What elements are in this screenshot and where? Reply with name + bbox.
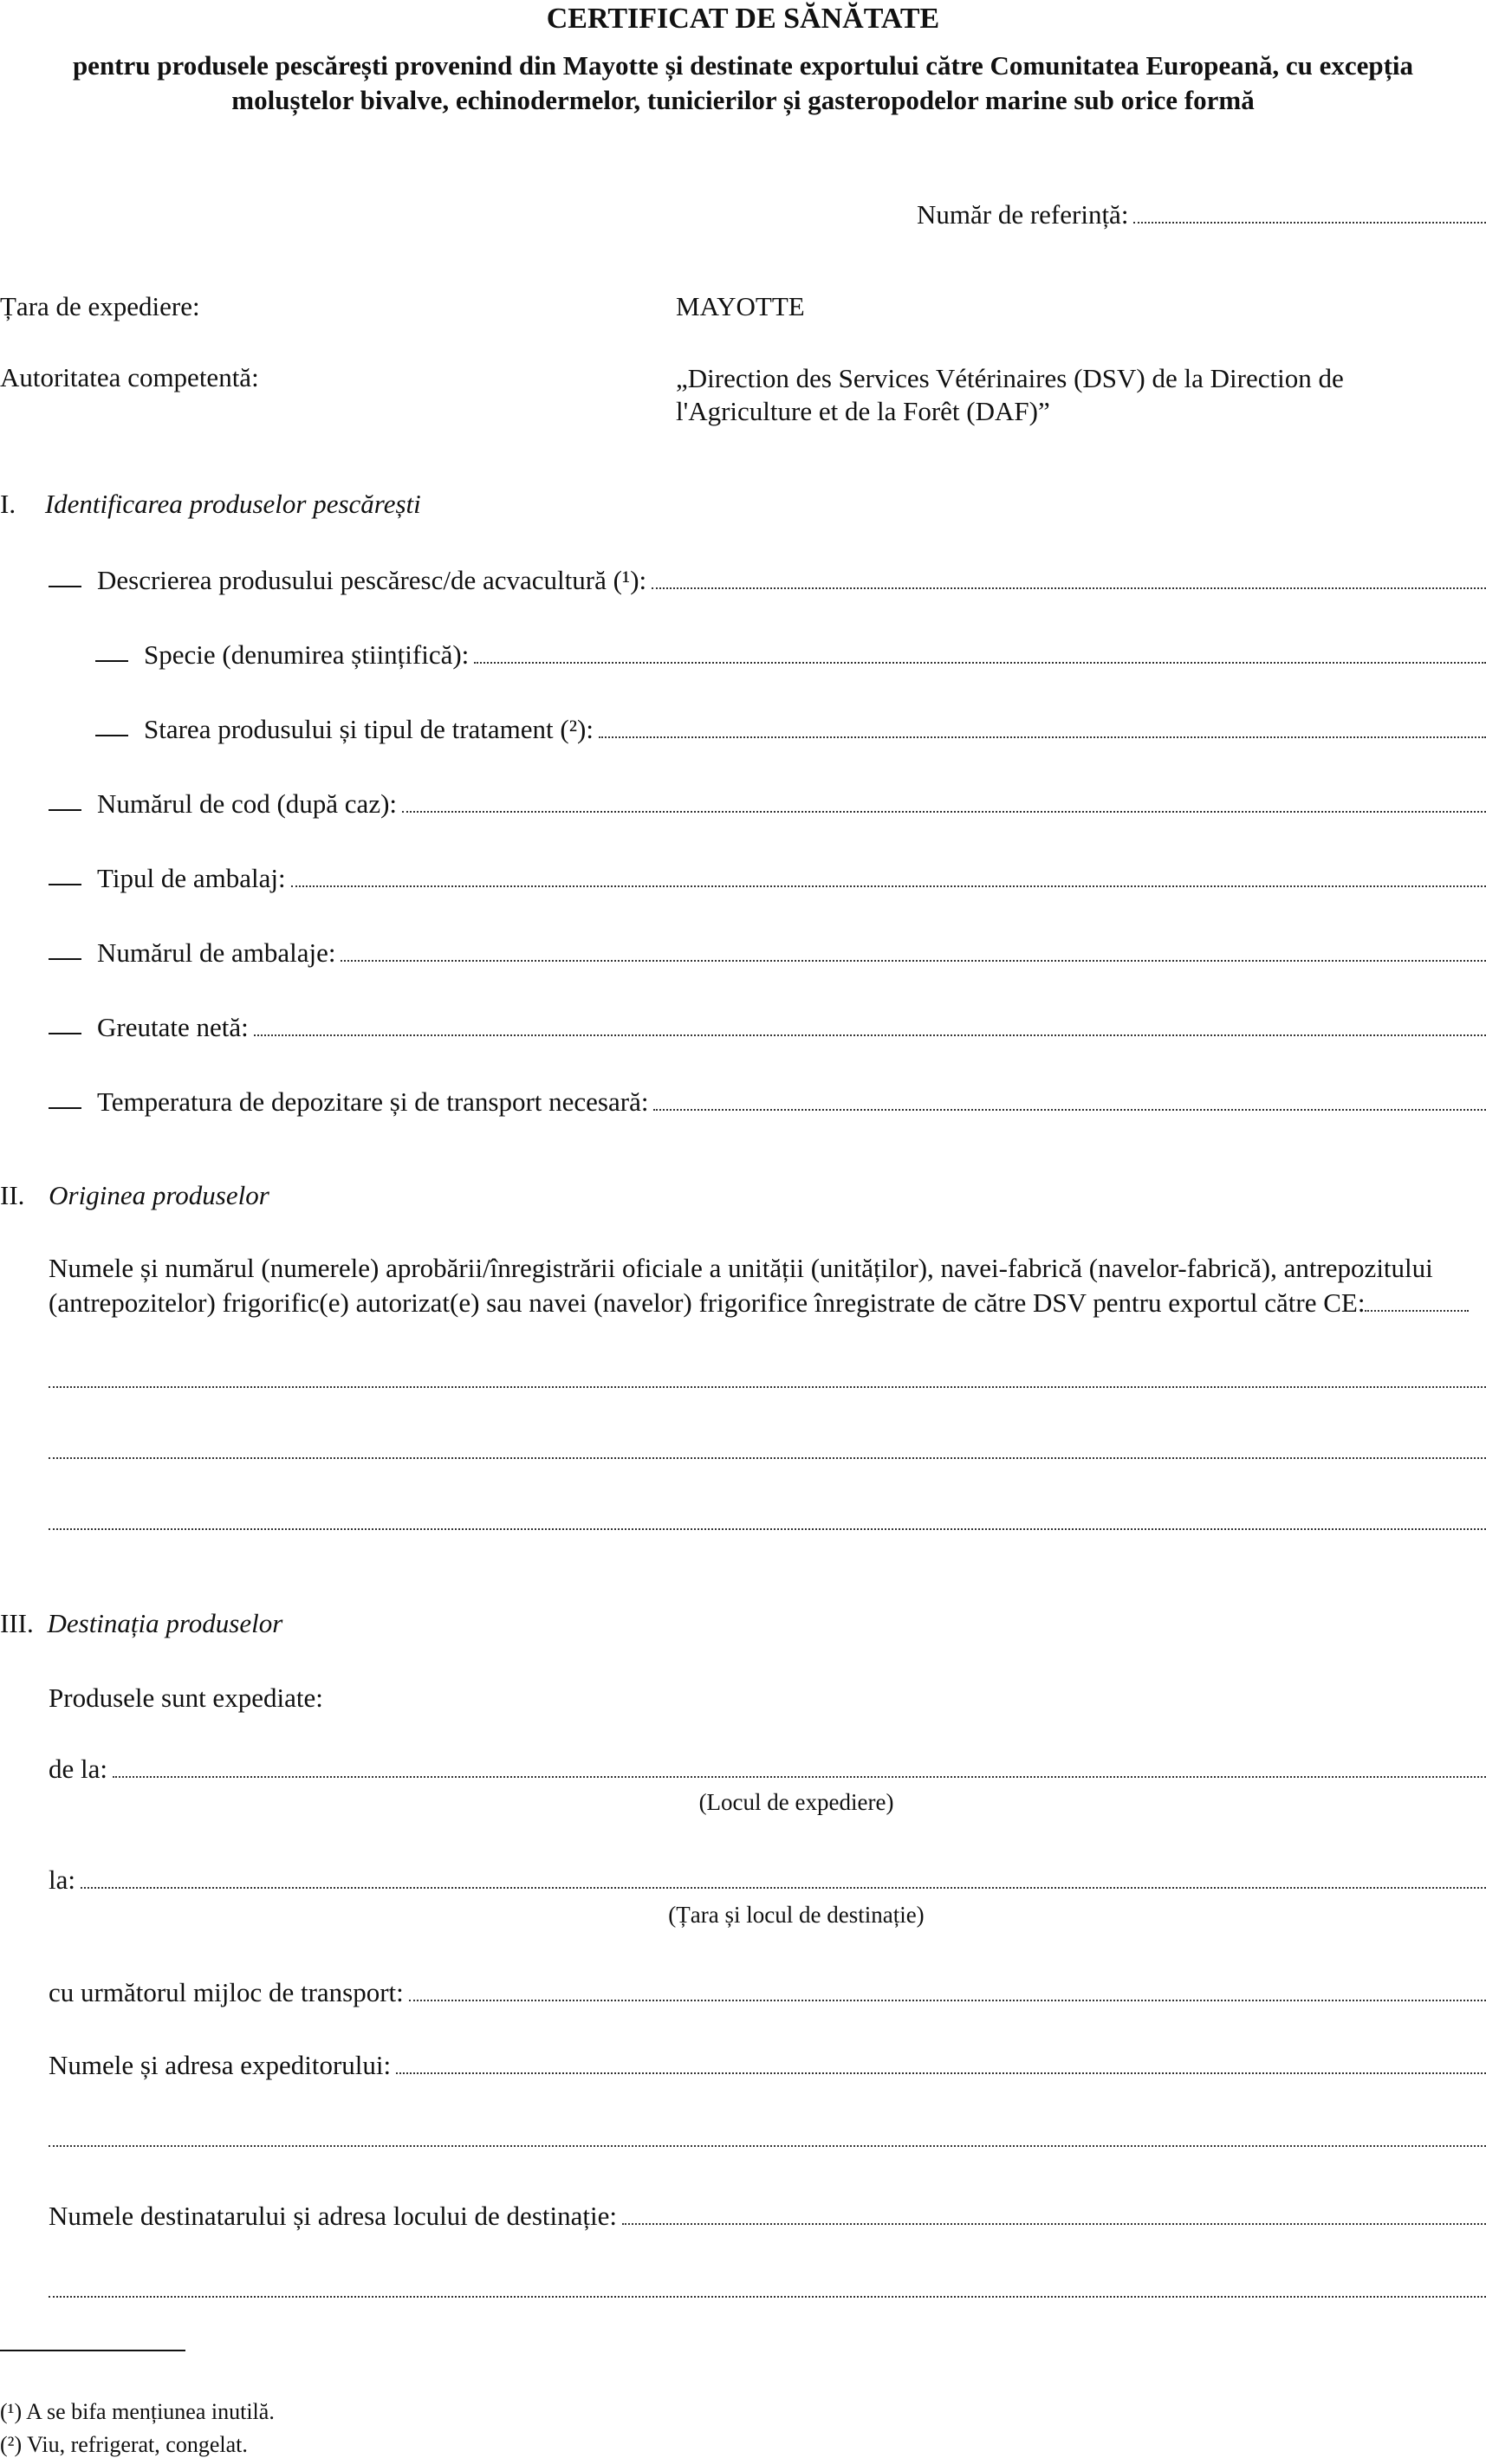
consignee-field	[49, 2201, 1486, 2232]
section-3-heading	[0, 1608, 282, 1639]
section-3-title: Destinația produselor	[47, 1608, 283, 1638]
origin-blank-line-2	[49, 1456, 1486, 1459]
dash-marker	[49, 809, 81, 811]
dash-marker	[49, 884, 81, 885]
transport-blank	[409, 1981, 1486, 2001]
footnote-separator	[0, 2350, 185, 2351]
reference-number-blank	[1133, 203, 1486, 224]
consignee-blank-line	[49, 2294, 1486, 2298]
dash-marker	[49, 1107, 81, 1109]
net-weight-blank	[254, 1015, 1486, 1036]
section-1-number: I.	[0, 489, 16, 519]
shipper-blank-line	[49, 2143, 1486, 2147]
origin-text: Numele și numărul (numerele) aprobării/înregistrării oficiale a unității (unităților), navei-fabrică (navelor-fabrică), antrepozitului (antrepozitelor) frigorific(e) autorizat(e) sau navei (navelor) frigorifice înregistrate de către DSV pentru exportul către CE:	[49, 1253, 1433, 1318]
packaging-type-label: Tipul de ambalaj:	[97, 863, 286, 893]
shipment-intro: Produsele sunt expediate:	[49, 1683, 323, 1713]
shipper-label: Numele și adresa expeditorului:	[49, 2050, 392, 2080]
product-description-blank	[652, 568, 1486, 589]
product-description-label: Descrierea produsului pescăresc/de acvacultură (¹):	[97, 565, 647, 595]
section-2-title: Originea produselor	[49, 1180, 269, 1210]
packaging-type-field	[49, 863, 1486, 894]
section-2-number: II.	[0, 1180, 25, 1210]
reference-number-field	[917, 199, 1486, 230]
certificate-subtitle: pentru produsele pescărești provenind din Mayotte și destinate exportului către Comunitatea Europeană, cu excepția moluștelor bivalve, echinodermelor, tunicierilor și gasteropodelor marine sub orice formă	[72, 50, 1414, 115]
product-state-label: Starea produsului și tipul de tratament (²):	[144, 714, 594, 744]
footnote-1: (¹) A se bifa mențiunea inutilă.	[0, 2399, 275, 2424]
product-state-blank	[599, 717, 1486, 738]
packaging-count-blank	[341, 941, 1486, 962]
packaging-type-blank	[291, 866, 1486, 887]
dash-marker	[49, 586, 81, 587]
origin-blank-line-1	[49, 1384, 1486, 1388]
code-number-label: Numărul de cod (după caz):	[97, 788, 398, 819]
shipper-blank	[396, 2053, 1486, 2074]
species-label: Specie (denumirea științifică):	[144, 639, 470, 670]
reference-number-label: Număr de referință:	[917, 199, 1129, 230]
transport-label: cu următorul mijloc de transport:	[49, 1977, 404, 2007]
net-weight-field	[49, 1012, 1486, 1043]
shipper-field	[49, 2050, 1486, 2081]
from-blank	[113, 1757, 1486, 1778]
section-1-title: Identificarea produselor pescărești	[44, 489, 421, 519]
authority-label: Autoritatea competentă:	[0, 362, 259, 392]
code-number-field	[49, 788, 1486, 820]
origin-paragraph	[49, 1251, 1486, 1320]
consignee-label: Numele destinatarului și adresa locului de destinație:	[49, 2201, 617, 2231]
temperature-label: Temperatura de depozitare și de transport necesară:	[97, 1086, 649, 1117]
consignee-blank	[622, 2204, 1486, 2225]
from-caption: (Locul de expediere)	[698, 1789, 894, 1815]
section-3-number: III.	[0, 1608, 34, 1638]
dash-marker	[95, 735, 128, 736]
code-number-blank	[402, 792, 1486, 813]
country-value: MAYOTTE	[676, 291, 805, 321]
packaging-count-field	[49, 937, 1486, 969]
species-field	[95, 639, 1486, 671]
authority-value: „Direction des Services Vétérinaires (DSV) de la Direction de l'Agriculture et de la Forêt (DAF)”	[676, 363, 1344, 426]
origin-blank	[1365, 1308, 1469, 1312]
dash-marker	[49, 958, 81, 960]
product-description-field	[49, 565, 1486, 596]
dash-marker	[49, 1033, 81, 1034]
dash-marker	[95, 660, 128, 662]
transport-field	[49, 1977, 1486, 2008]
to-caption: (Țara și locul de destinație)	[668, 1902, 925, 1928]
to-label: la:	[49, 1864, 75, 1895]
product-state-field	[95, 714, 1486, 745]
temperature-field	[49, 1086, 1486, 1118]
packaging-count-label: Numărul de ambalaje:	[97, 937, 336, 968]
from-label: de la:	[49, 1754, 107, 1784]
section-2-heading	[0, 1180, 269, 1211]
net-weight-label: Greutate netă:	[97, 1012, 249, 1042]
temperature-blank	[653, 1090, 1486, 1111]
from-field	[49, 1754, 1486, 1785]
species-blank	[474, 643, 1486, 664]
to-blank	[81, 1868, 1486, 1889]
section-1-heading	[0, 489, 421, 520]
country-label: Țara de expediere:	[0, 291, 200, 321]
footnote-2: (²) Viu, refrigerat, congelat.	[0, 2432, 248, 2457]
origin-blank-line-3	[49, 1527, 1486, 1530]
to-field	[49, 1864, 1486, 1896]
certificate-title: CERTIFICAT DE SĂNĂTATE	[546, 3, 940, 35]
